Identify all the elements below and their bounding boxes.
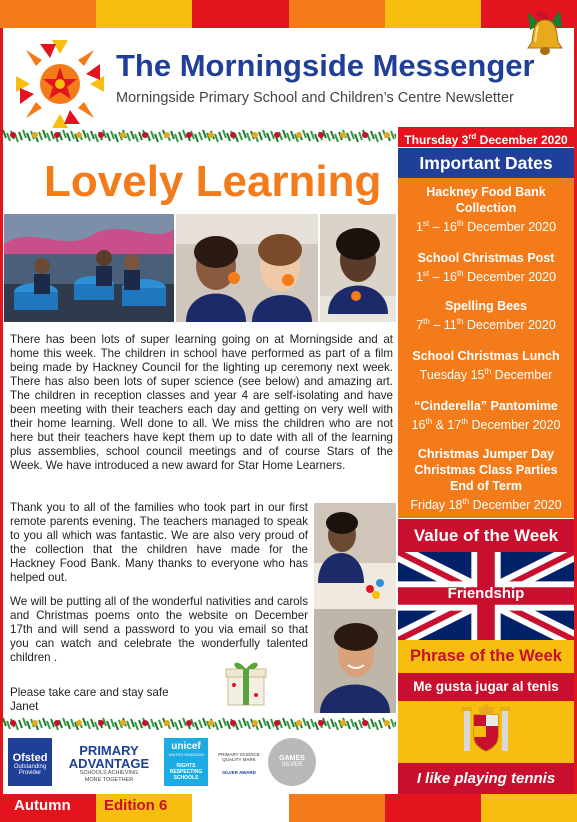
unicef-badge-line1: RIGHTS [176,763,196,769]
spanish-coat-of-arms-icon [398,701,574,763]
tinsel-garland-top [3,128,396,142]
event-title: School Christmas Lunch [412,349,560,363]
important-date-item [398,250,574,285]
primary-advantage-badge [58,738,160,786]
event-date: 16th & 17th December 2020 [411,417,561,433]
footer-season: Autumn [14,797,71,814]
gift-box-icon [222,655,270,707]
value-of-week-heading: Value of the Week [398,519,574,552]
photo-children-eating [176,214,318,322]
games-badge-line2: SILVER [281,762,303,768]
photo-steel-drums [4,214,174,322]
phrase-english: I like playing tennis [398,763,574,794]
page-border-left [0,28,3,794]
bottom-color-stripe [0,794,577,822]
school-logo-icon [14,38,106,130]
science-badge-line3: SILVER AWARD [222,770,256,775]
ofsted-badge-name: Ofsted [12,752,48,764]
event-date: 7th – 11th December 2020 [416,317,556,333]
photo-smiling-child [314,609,396,713]
unicef-badge-sub: UNITED KINGDOM [168,752,204,757]
value-of-week-word: Friendship [447,585,525,602]
newsletter-subtitle: Morningside Primary School and Children’s Centre Newsletter [116,90,514,106]
footer-edition: Edition 6 [104,797,168,814]
event-title: End of Term [450,479,522,493]
school-games-badge [268,738,316,786]
primary-advantage-tag1: SCHOOLS ACHIEVING [79,770,139,776]
event-title: Christmas Class Parties [414,463,558,477]
event-title: School Christmas Post [417,251,555,265]
article-paragraph-3: We will be putting all of the wonderful nativities and carols and Christmas poems onto the website on December 17th and will send a password to you via email so that you can watch and celebrate the wonderfully talented children . [10,595,308,664]
ofsted-badge-line2: Provider [18,770,42,776]
games-badge-line1: GAMES [279,755,305,762]
science-badge-line1: PRIMARY SCIENCE [218,752,260,757]
issue-date: Thursday 3rd December 2020 [398,127,574,147]
signoff-line: Please take care and stay safe [10,686,169,699]
event-title: Spelling Bees [445,299,527,313]
event-date: Friday 18th December 2020 [410,497,562,513]
important-date-item [398,398,574,433]
photo-child-at-table [320,214,396,322]
unicef-badge [164,738,208,786]
ofsted-badge [8,738,52,786]
important-dates-heading: Important Dates [398,148,574,178]
accreditation-badges [8,738,393,786]
event-date: Tuesday 15th December [419,367,553,383]
event-date: 1st – 16th December 2020 [415,219,557,235]
article-paragraph-1: There has been lots of super learning going on at Morningside and at home this week. The children in school have performed as part of a film being made by Hackney Council for the lighting up ceremony next week. There has also been lots of super science (see below) and amazing art. The children in reception classes and year 4 are self-isolating and have been meeting with their teachers each day and getting on very well with their home learning. Well done to all. We miss the children who are not here but their teachers have kept them up to date with all of the learning plus assemblies, school council meetings and of course Stars of the Week. We have introduced a new award for Star Home Learners. [10,333,393,472]
event-title: “Cinderella” Pantomime [414,399,558,413]
event-title: Hackney Food Bank [426,185,546,199]
important-date-item [398,298,574,333]
unicef-badge-line3: SCHOOLS [173,775,199,781]
article-headline: Lovely Learning [44,157,382,206]
top-color-stripe [0,0,577,28]
ofsted-badge-line1: Outstanding [13,764,47,770]
primary-advantage-line2: ADVANTAGE [68,756,150,771]
important-date-item [398,446,574,513]
important-date-item [398,184,574,235]
event-title: Collection [455,201,517,215]
science-badge-line2: QUALITY MARK [222,757,256,762]
unicef-badge-line2: RESPECTING [169,769,203,775]
photo-child-painting [314,503,396,609]
event-date: 1st – 16th December 2020 [415,269,557,285]
phrase-of-week-heading: Phrase of the Week [398,640,574,673]
newsletter-title: The Morningside Messenger [116,48,535,83]
phrase-spanish: Me gusta jugar al tenis [398,673,574,701]
event-title: Christmas Jumper Day [417,447,555,461]
science-quality-mark-badge [214,738,264,786]
unicef-badge-name: unicef [171,741,201,752]
important-dates-panel [398,178,574,518]
article-paragraph-2: Thank you to all of the families who took part in our first remote parents evening. The teachers managed to speak to you all which was fantastic. We are also very proud of the collection that the children have made for the Hackney Food Bank. Many thanks to everyone who has helped out. [10,501,308,584]
primary-advantage-tag2: MORE TOGETHER [84,777,134,783]
primary-advantage-line1: PRIMARY [79,743,139,758]
signoff-name: Janet [10,700,39,713]
christmas-bell-icon [520,2,570,60]
tinsel-garland-bottom [3,716,396,730]
spain-crest-panel [398,701,574,763]
important-date-item [398,348,574,383]
